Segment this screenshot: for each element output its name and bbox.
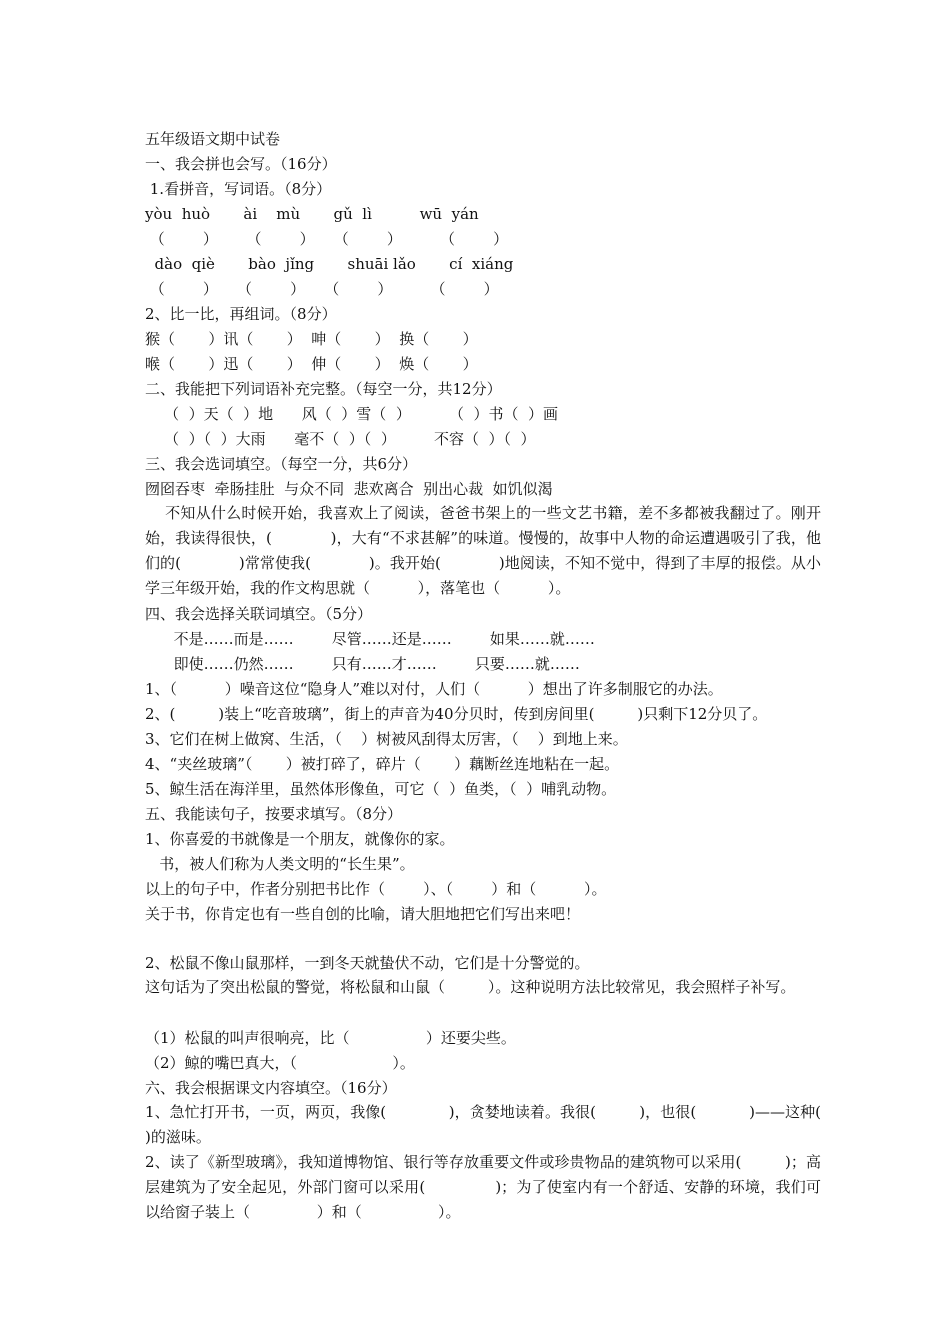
pinyin-row: yòu huò ài mù gǔ lì wū yán <box>145 205 479 223</box>
question-paragraph: 1、急忙打开书，一页，两页，我像( )，贪婪地读着。我很( )，也很( )——这种( )的滋味。 <box>145 1103 860 1146</box>
section-4-heading: 四、我会选择关联词填空。（5分） <box>145 605 373 623</box>
question-item: （1）松鼠的叫声很响亮，比（ ）还要尖些。 <box>145 1029 516 1047</box>
question-item: 3、它们在树上做窝、生活，（ ）树被风刮得太厉害，（ ）到地上来。 <box>145 730 628 748</box>
answer-blanks-row: （ ） （ ） （ ） （ ） <box>145 230 509 248</box>
section-2-heading: 二、我能把下列词语补充完整。（每空一分，共12分） <box>145 380 502 398</box>
idiom-blanks-row: （ ）天（ ）地 风（ ）雪（ ） （ ）书（ ）画 <box>145 405 559 423</box>
question-item: （2）鲸的嘴巴真大，（ ）。 <box>145 1054 415 1072</box>
word-compare-row: 喉（ ）迅（ ） 伸（ ） 焕（ ） <box>145 355 478 373</box>
question-item: 书，被人们称为人类文明的“长生果”。 <box>145 855 415 873</box>
question-item: 以上的句子中，作者分别把书比作（ ）、（ ）和（ ）。 <box>145 880 607 898</box>
section-6-heading: 六、我会根据课文内容填空。（16分） <box>145 1079 397 1097</box>
question-item: 2、( )装上“吃音玻璃”，街上的声音为40分贝时，传到房间里( )只剩下12分贝了。 <box>145 705 768 723</box>
word-bank: 囫囵吞枣 牵肠挂肚 与众不同 悲欢离合 别出心裁 如饥似渴 <box>145 480 553 498</box>
reading-paragraph: 不知从什么时候开始，我喜欢上了阅读，爸爸书架上的一些文艺书籍，差不多都被我翻过了。刚开始，我读得很快，( )，大有“不求甚解”的味道。慢慢的，故事中人物的命运遭遇吸引了我，他们的( )常常使我( )。我开始( )地阅读，不知不觉中，得到了丰厚的报偿。从小学三年级开始，我的作文构思就（ ），落笔也（ ）。 <box>145 504 821 597</box>
idiom-blanks-row: （ ）（ ）大雨 毫不（ ）（ ） 不容（ ）（ ） <box>145 430 536 448</box>
exam-title: 五年级语文期中试卷 <box>145 130 281 148</box>
question-item: 1、（ ）噪音这位“隐身人”难以对付，人们（ ）想出了许多制服它的办法。 <box>145 680 723 698</box>
word-compare-row: 猴（ ）讯（ ） 呻（ ） 换（ ） <box>145 330 478 348</box>
section-5-heading: 五、我能读句子，按要求填写。（8分） <box>145 805 403 823</box>
question-item: 关于书，你肯定也有一些自创的比喻，请大胆地把它们写出来吧！ <box>145 905 581 923</box>
question-text: 1.看拼音，写词语。（8分） <box>145 180 332 198</box>
question-item: 5、鲸生活在海洋里，虽然体形像鱼，可它（ ）鱼类，（ ）哺乳动物。 <box>145 780 617 798</box>
pinyin-row: dào qiè bào jǐng shuāi lǎo cí xiáng <box>145 255 514 273</box>
question-item: 4、“夹丝玻璃”（ ）被打碎了，碎片（ ）藕断丝连地粘在一起。 <box>145 755 620 773</box>
question-text: 2、比一比，再组词。（8分） <box>145 305 337 323</box>
section-1-heading: 一、我会拼也会写。（16分） <box>145 155 337 173</box>
question-item: 2、松鼠不像山鼠那样，一到冬天就蛰伏不动，它们是十分警觉的。 <box>145 954 590 972</box>
question-paragraph: 这句话为了突出松鼠的警觉，将松鼠和山鼠（ ）。这种说明方法比较常见，我会照样子补写。 <box>145 978 796 996</box>
answer-blanks-row: （ ） （ ） （ ） （ ） <box>145 280 499 298</box>
conjunction-options: 即使……仍然…… 只有……才…… 只要……就…… <box>145 655 580 673</box>
conjunction-options: 不是……而是…… 尽管……还是…… 如果……就…… <box>145 630 595 648</box>
question-paragraph: 2、读了《新型玻璃》，我知道博物馆、银行等存放重要文件或珍贵物品的建筑物可以采用( )；高层建筑为了安全起见，外部门窗可以采用( )；为了使室内有一个舒适、安静的环境，我们可以给窗子装上（ ）和（ ）。 <box>145 1153 821 1221</box>
section-3-heading: 三、我会选词填空。（每空一分，共6分） <box>145 455 418 473</box>
question-item: 1、你喜爱的书就像是一个朋友，就像你的家。 <box>145 830 455 848</box>
